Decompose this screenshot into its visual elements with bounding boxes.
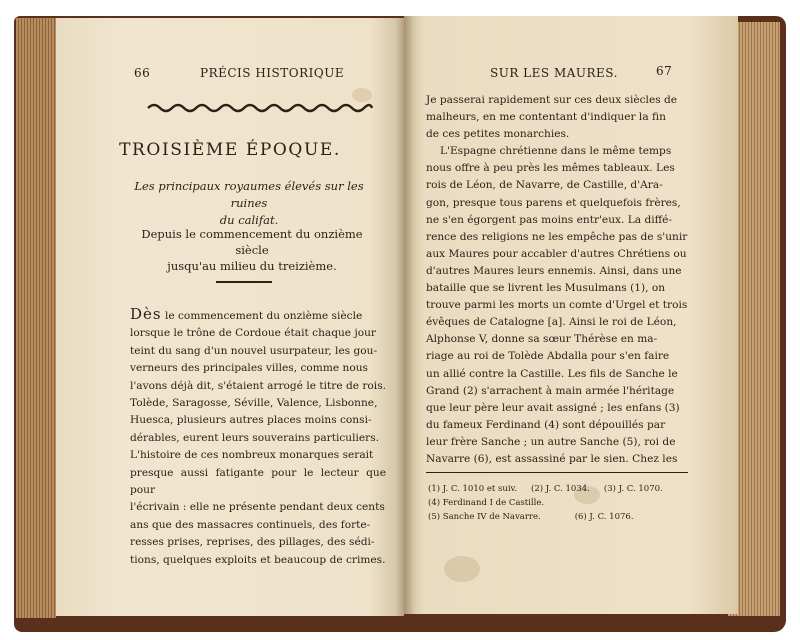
text-line: trouve parmi les morts un comte d'Urgel et trois: [426, 299, 688, 312]
text-line: lorsque le trône de Cordoue était chaque jour: [130, 327, 376, 340]
footnote: (2) J. C. 1034.: [531, 484, 590, 494]
left-running-head: PRÉCIS HISTORIQUE: [200, 66, 345, 80]
right-body-text: [426, 92, 716, 468]
text-line: nous offre à peu près les mêmes tableaux. Les: [426, 162, 675, 175]
text-line: un allié contre la Castille. Les fils de Sanche le: [426, 367, 678, 380]
text-line: ans que des massacres continuels, des forte-: [130, 518, 371, 531]
footnote-row: [428, 482, 708, 496]
footnote-row: [428, 496, 708, 510]
text-line: Navarre (6), est assassiné par le sien. Chez les: [426, 452, 678, 465]
text-line: Alphonse V, donne sa sœur Thérèse en ma-: [426, 333, 658, 346]
text-line: presque aussi fatigante pour le lecteur que pour: [130, 466, 386, 497]
drop-cap: Dès: [130, 305, 162, 323]
text-line: évêques de Catalogne [a]. Ainsi le roi de Léon,: [426, 316, 677, 329]
text-line: bataille que se livrent les Musulmans (1), on: [426, 282, 666, 295]
period-line: Depuis le commencement du onzième siècle: [141, 227, 363, 257]
wavy-ornament: [146, 102, 374, 114]
text-line: leur frère Sanche ; un autre Sanche (5), roi de: [426, 435, 676, 448]
text-line: gon, presque tous parens et quelquefois frères,: [426, 196, 681, 209]
subtitle-line: Les principaux royaumes élevés sur les ruines: [134, 179, 364, 210]
text-line: Tolède, Saragosse, Séville, Valence, Lisbonne,: [130, 397, 378, 410]
text-line: Je passerai rapidement sur ces deux siècles de: [426, 94, 678, 106]
section-separator: [216, 281, 272, 283]
text-line: Grand (2) s'arrachent à main armée l'héritage: [426, 384, 675, 397]
chapter-subtitle: [134, 178, 364, 229]
book-gutter: [396, 16, 414, 616]
text-line: dérables, eurent leurs souverains particuliers.: [130, 431, 380, 444]
right-page-number: 67: [656, 64, 673, 78]
text-line: tions, quelques exploits et beaucoup de crimes.: [130, 553, 386, 566]
left-page-number: 66: [134, 66, 151, 80]
text-line: l'avons déjà dit, s'étaient arrogé le titre de rois.: [130, 379, 387, 392]
footnote: (1) J. C. 1010 et suiv.: [428, 484, 518, 494]
period-heading: [126, 226, 378, 274]
footnote: (3) J. C. 1070.: [603, 484, 663, 494]
footnotes: [428, 482, 708, 524]
text-line: L'Espagne chrétienne dans le même temps: [440, 145, 672, 158]
subtitle-line: du califat.: [219, 213, 279, 227]
text-line: de ces petites monarchies.: [426, 128, 570, 141]
right-page: [404, 16, 738, 614]
text-line: [130, 306, 386, 325]
text-line: malheurs, en me contentant d'indiquer la fin: [426, 111, 666, 124]
text-line: verneurs des principales villes, comme nous: [130, 362, 368, 375]
text-line: rence des religions ne les empêche pas de s'unir: [426, 230, 688, 243]
left-body-text: [130, 306, 386, 569]
chapter-title: TROISIÈME ÉPOQUE.: [119, 140, 341, 160]
footnote: (5) Sanche IV de Navarre.: [428, 512, 541, 522]
period-line: jusqu'au milieu du treizième.: [167, 259, 337, 273]
right-running-head: SUR LES MAURES.: [490, 66, 618, 80]
left-page: [56, 18, 404, 616]
text-line: que leur père leur avait assigné ; les enfans (3): [426, 401, 680, 414]
foxing-stain: [352, 88, 372, 102]
text-line: teint du sang d'un nouvel usurpateur, les gou-: [130, 344, 378, 357]
footnote-rule: [426, 472, 688, 473]
footnote: (6) J. C. 1076.: [574, 512, 634, 522]
footnote: (4) Ferdinand I de Castille.: [428, 498, 545, 508]
page-edges-left: [16, 18, 56, 618]
text-line: aux Maures pour accabler d'autres Chrétiens ou: [426, 247, 687, 260]
text-line: ne s'en égorgent pas moins entr'eux. La diffé-: [426, 213, 672, 226]
text-line: L'histoire de ces nombreux monarques serait: [130, 449, 374, 462]
text-line: du fameux Ferdinand (4) sont dépouillés par: [426, 418, 666, 431]
text-line: Huesca, plusieurs autres places moins consi-: [130, 414, 372, 427]
foxing-stain: [444, 556, 480, 582]
footnote-row: [428, 510, 708, 524]
text-line: rois de Léon, de Navarre, de Castille, d'Ara-: [426, 179, 663, 192]
text-line: d'autres Maures leurs ennemis. Ainsi, dans une: [426, 264, 682, 277]
text-line: l'écrivain : elle ne présente pendant deux cents: [130, 501, 385, 514]
text-line-rest: le commencement du onzième siècle: [161, 310, 363, 322]
text-line: resses prises, reprises, des pillages, des sédi-: [130, 536, 375, 549]
text-line: riage au roi de Tolède Abdalla pour s'en faire: [426, 350, 670, 363]
